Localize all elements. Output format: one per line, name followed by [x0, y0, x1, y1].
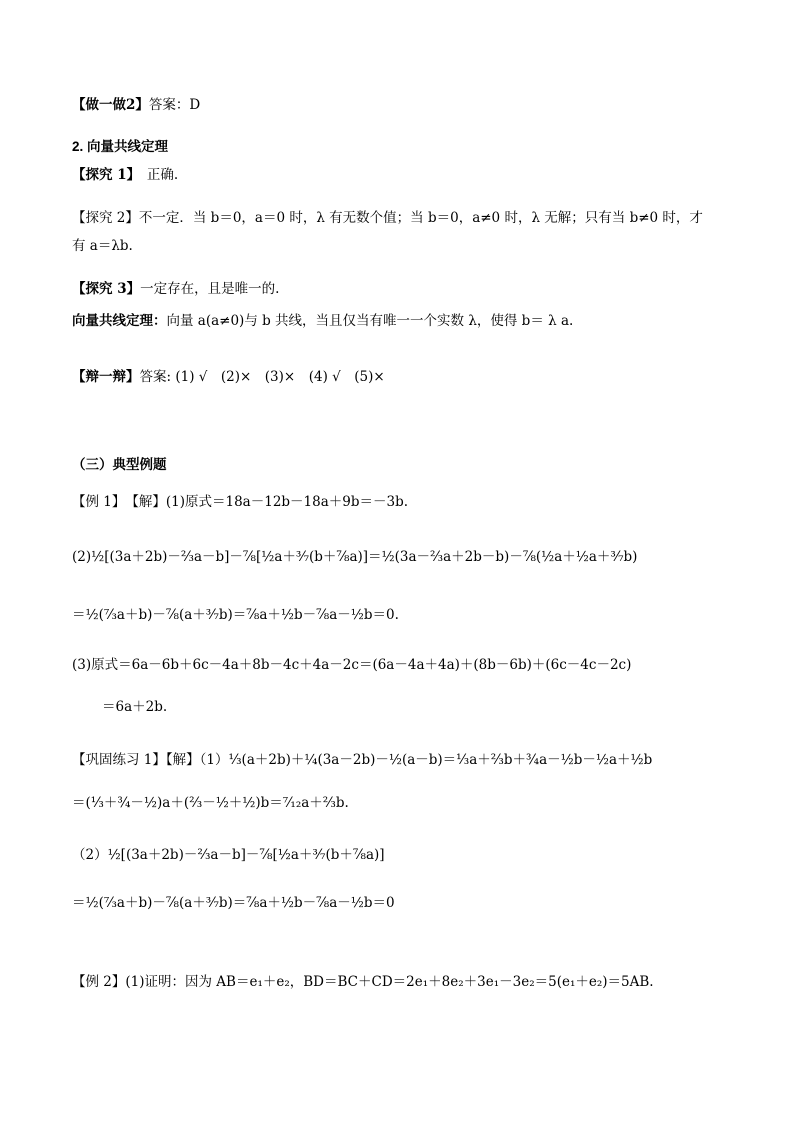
- explore-3: [72, 280, 279, 298]
- label: 向量共线定理：: [72, 313, 167, 329]
- explore-2-line-1: 【探究 2】不一定．当 b＝0，a＝0 时，λ 有无数个值；当 b＝0，a≠0 时，λ 无解；只有当 b≠0 时，才: [72, 210, 703, 226]
- explore-1: [72, 166, 178, 184]
- explore-2-line-2: 有 a＝λb.: [72, 238, 133, 254]
- answer-try-2: [72, 96, 200, 114]
- section-title-collinear-theorem: 2. 向量共线定理: [72, 139, 169, 154]
- collinear-theorem: [72, 312, 573, 330]
- example-1-part-3-line-1: (3)原式＝6a－6b＋6c－4a＋8b－4c＋4a－2c＝(6a－4a＋4a)＋(8b－6b)＋(6c－4c－2c): [72, 657, 632, 673]
- text: 向量 a(a≠0)与 b 共线，当且仅当有唯一一个实数 λ，使得 b＝ λ a.: [166, 313, 574, 329]
- example-1-part-2-line-1: (2)½[(3a＋2b)－⅔a－b]－⅞[½a＋³⁄₇(b＋⅞a)]＝½(3a－⅔a＋2b－b)－⅞(½a＋½a＋³⁄₇b): [72, 549, 638, 565]
- label: 【做一做2】: [72, 97, 149, 113]
- practice-1-line-1: 【巩固练习 1】【解】（1）⅓(a＋2b)＋¼(3a－2b)－½(a－b)＝⅓a＋⅔b＋¾a－½b－½a＋½b: [72, 752, 653, 768]
- example-2-line-1: 【例 2】(1)证明：因为 AB＝e₁＋e₂，BD＝BC＋CD＝2e₁＋8e₂＋3e₁－3e₂＝5(e₁＋e₂)＝5AB.: [72, 974, 654, 990]
- example-1-part-3-line-2: ＝6a＋2b.: [102, 699, 168, 715]
- example-1-part-2-line-2: ＝½(⁷⁄₃a＋b)－⅞(a＋³⁄₇b)＝⅞a＋½b－⅞a－½b＝0.: [72, 607, 399, 623]
- discuss-answers: [72, 368, 385, 386]
- text: 正确.: [133, 167, 179, 183]
- practice-1-line-3: （2）½[(3a＋2b)－⅔a－b]－⅞[½a＋³⁄₇(b＋⅞a)]: [72, 847, 385, 863]
- label: 【探究 1】: [72, 167, 134, 183]
- text: 答案: (1) √ (2)× (3)× (4) √ (5)×: [139, 369, 385, 385]
- practice-1-line-2: ＝(⅓＋¾－½)a＋(⅔－½＋½)b＝⁷⁄₁₂a＋⅔b.: [72, 795, 349, 811]
- practice-1-line-4: ＝½(⁷⁄₃a＋b)－⅞(a＋³⁄₇b)＝⅞a＋½b－⅞a－½b＝0: [72, 895, 395, 911]
- example-1-part-1: 【例 1】 【解】(1)原式＝18a－12b－18a＋9b＝－3b.: [72, 494, 409, 510]
- section-title-examples: （三）典型例题: [72, 457, 167, 472]
- text: 答案：D: [148, 97, 201, 113]
- label: 【辩一辩】: [72, 369, 140, 385]
- label: 【探究 3】: [72, 281, 141, 297]
- text: 一定存在，且是唯一的.: [140, 281, 280, 297]
